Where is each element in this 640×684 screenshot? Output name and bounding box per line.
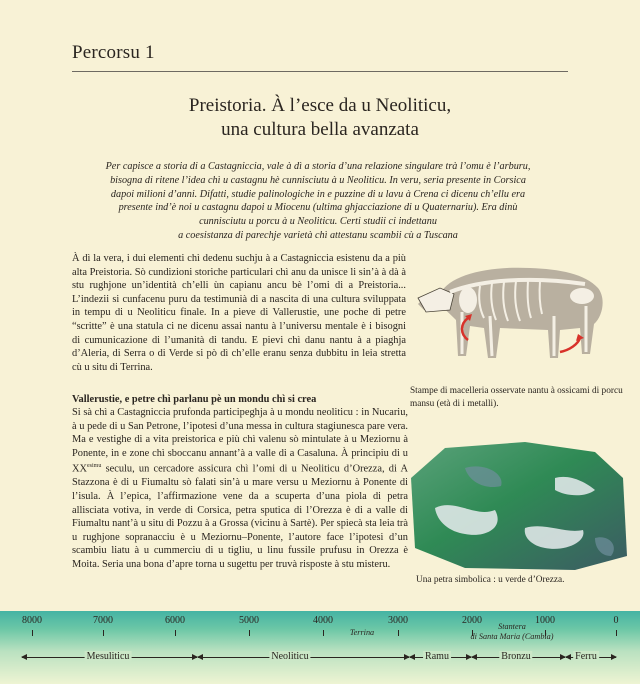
body-text-2b: seculu, un cercadore assicura chì l’omi di u Neoliticu d’Orezza, di A Stazzona è di u Fiumaltu sò falati sin’à u mare versu u Meziornu à Ponente di l’isula. À l’epica, l’affirmazione vene da a scuperta d’una piola di petra allisciata votiva, in verde di Corsica, petra sputica di l’Orezza è di a valle di Fiumaltu nant’à u situ di Pozzu à a Grossa (vicinu à Sartè). Per spiecà sta leia trà u rughjone sopranacciu è u Meziornu–Ponente, l’autore face l’ipotesi d’un scambiu liatu à u cummerciu di u tigliu, u linu fussile prufusu in Orezza è Moita. Seria una bona d’apre torna u sugettu per truvà risposte à stu misteru. — [72, 463, 408, 570]
subheading: Vallerustie, e petre chì parlanu pè un mondu chì si crea — [72, 394, 317, 405]
timeline-tick — [398, 630, 399, 636]
intro-line: presente ind’è noi u castagnu dapoi u Miocenu (ultima ghjacciazione di u Quaternariu). Era dinù — [118, 202, 518, 214]
timeline-tick-label: 7000 — [93, 615, 113, 626]
intro-paragraph — [68, 160, 568, 243]
period-bronzu: Bronzu — [501, 651, 531, 662]
intro-line: a coesistanza di parechje varietà chì attestanu scambii cù a Tuscana — [178, 229, 458, 241]
timeline-tick-label: 5000 — [239, 615, 259, 626]
timeline-tick — [323, 630, 324, 636]
event-stantera-line: Stantera — [498, 622, 526, 631]
page-title — [90, 94, 550, 142]
timeline-tick-label: 3000 — [388, 615, 408, 626]
timeline-tick — [103, 630, 104, 636]
timeline-tick-label: 1000 — [535, 615, 555, 626]
title-line-1: Preistoria. À l’esce da u Neoliticu, — [188, 95, 452, 116]
timeline-tick-label: 0 — [613, 615, 619, 626]
title-line-2: una cultura bella avanzata — [221, 119, 419, 140]
event-terrina: Terrina — [349, 628, 375, 637]
pig-skeleton-image — [410, 254, 620, 378]
intro-line: cunnisciutu u porcu à u Neoliticu. Certi studii ci indettanu — [199, 216, 437, 228]
intro-line: Per capisce a storia di a Castagniccia, vale à dì a storia d’una relazione singulare trà l’omu è l’arburu, — [105, 161, 531, 172]
period-mesuliticu: Mesuliticu — [86, 651, 130, 662]
period-ramu: Ramu — [425, 651, 449, 662]
timeline-tick — [249, 630, 250, 636]
section-title: Percorsu 1 — [72, 42, 155, 63]
event-stantera — [470, 622, 553, 641]
body-text-2a: Si sà chì a Castagniccia prufonda participeghja à u mondu neoliticu : in Nucariu, à u pede di u San Petrone, l’ipotesi d’una messa in cultura stagiunesca pare vera. Ma e vestighe di a vita preistorica e più chì valenu sò mintulate à u Meziornu à Ponente, in e zone chì sboccanu annant’à a valle di a Casaluna. À principiu di u XX — [72, 407, 408, 475]
timeline-tick — [32, 630, 33, 636]
timeline-tick-label: 6000 — [165, 615, 185, 626]
timeline-tick-label: 8000 — [22, 615, 42, 626]
green-stone-image — [405, 438, 628, 572]
intro-line: bisogna di ritene l’idea chì u castagnu hè cunnisciutu à u Neoliticu. In veru, seria presente in Corsica — [110, 174, 526, 186]
pig-caption: Stampe di macelleria osservate nantu à ossicami di porcu mansu (età di i metalli). — [410, 386, 623, 409]
stone-caption: Una petra simbolica : u verde d’Orezza. — [416, 575, 565, 585]
timeline-tick-label: 4000 — [313, 615, 333, 626]
period-ferru: Ferru — [575, 651, 597, 662]
title-rule — [72, 71, 568, 72]
body-paragraph-1 — [72, 252, 406, 374]
timeline-tick — [175, 630, 176, 636]
event-stantera-place: di Santa Maria (Cambia) — [470, 631, 554, 641]
body-paragraph-2 — [72, 406, 408, 572]
timeline-tick-label: 2000 — [462, 615, 482, 626]
body-text-1: À dì la vera, i dui elementi chì dedenu suchju à a Castagniccia esistenu da a più alta Preistoria. Sò cundizioni storiche particulari chì anu da unisce li sin’à à dà à stu rughjone un’identità ch’elli ùn capianu ancu bè l’omi di a Preistoria... L’indezii si cunfacenu puru da testimunià di a nascita di una cultura sviluppata in tempu di u Neoliticu finale. In a pieve di Vallerustie, une poche di petre “scritte” è una statula ci ne dicenu assai nantu à l’universu mentale è i bisogni di cumunicazione di l’umanità di tandu. E pievi chì danu nantu à a piaghja d’Aleria, di Serra o di Verde si pò dì ch’elle eranu senza dubbitu in leia stretta cù u situ di Terrina. — [72, 253, 406, 373]
period-neoliticu: Neoliticu — [271, 651, 309, 662]
timeline-tick — [616, 630, 617, 636]
century-superscript: esimu — [87, 463, 102, 470]
intro-line: dapoi milioni d’anni. Difatti, studie palinologiche in e puzzine di u lavu à Crena ci dicenu ch’ellu era — [110, 188, 526, 200]
